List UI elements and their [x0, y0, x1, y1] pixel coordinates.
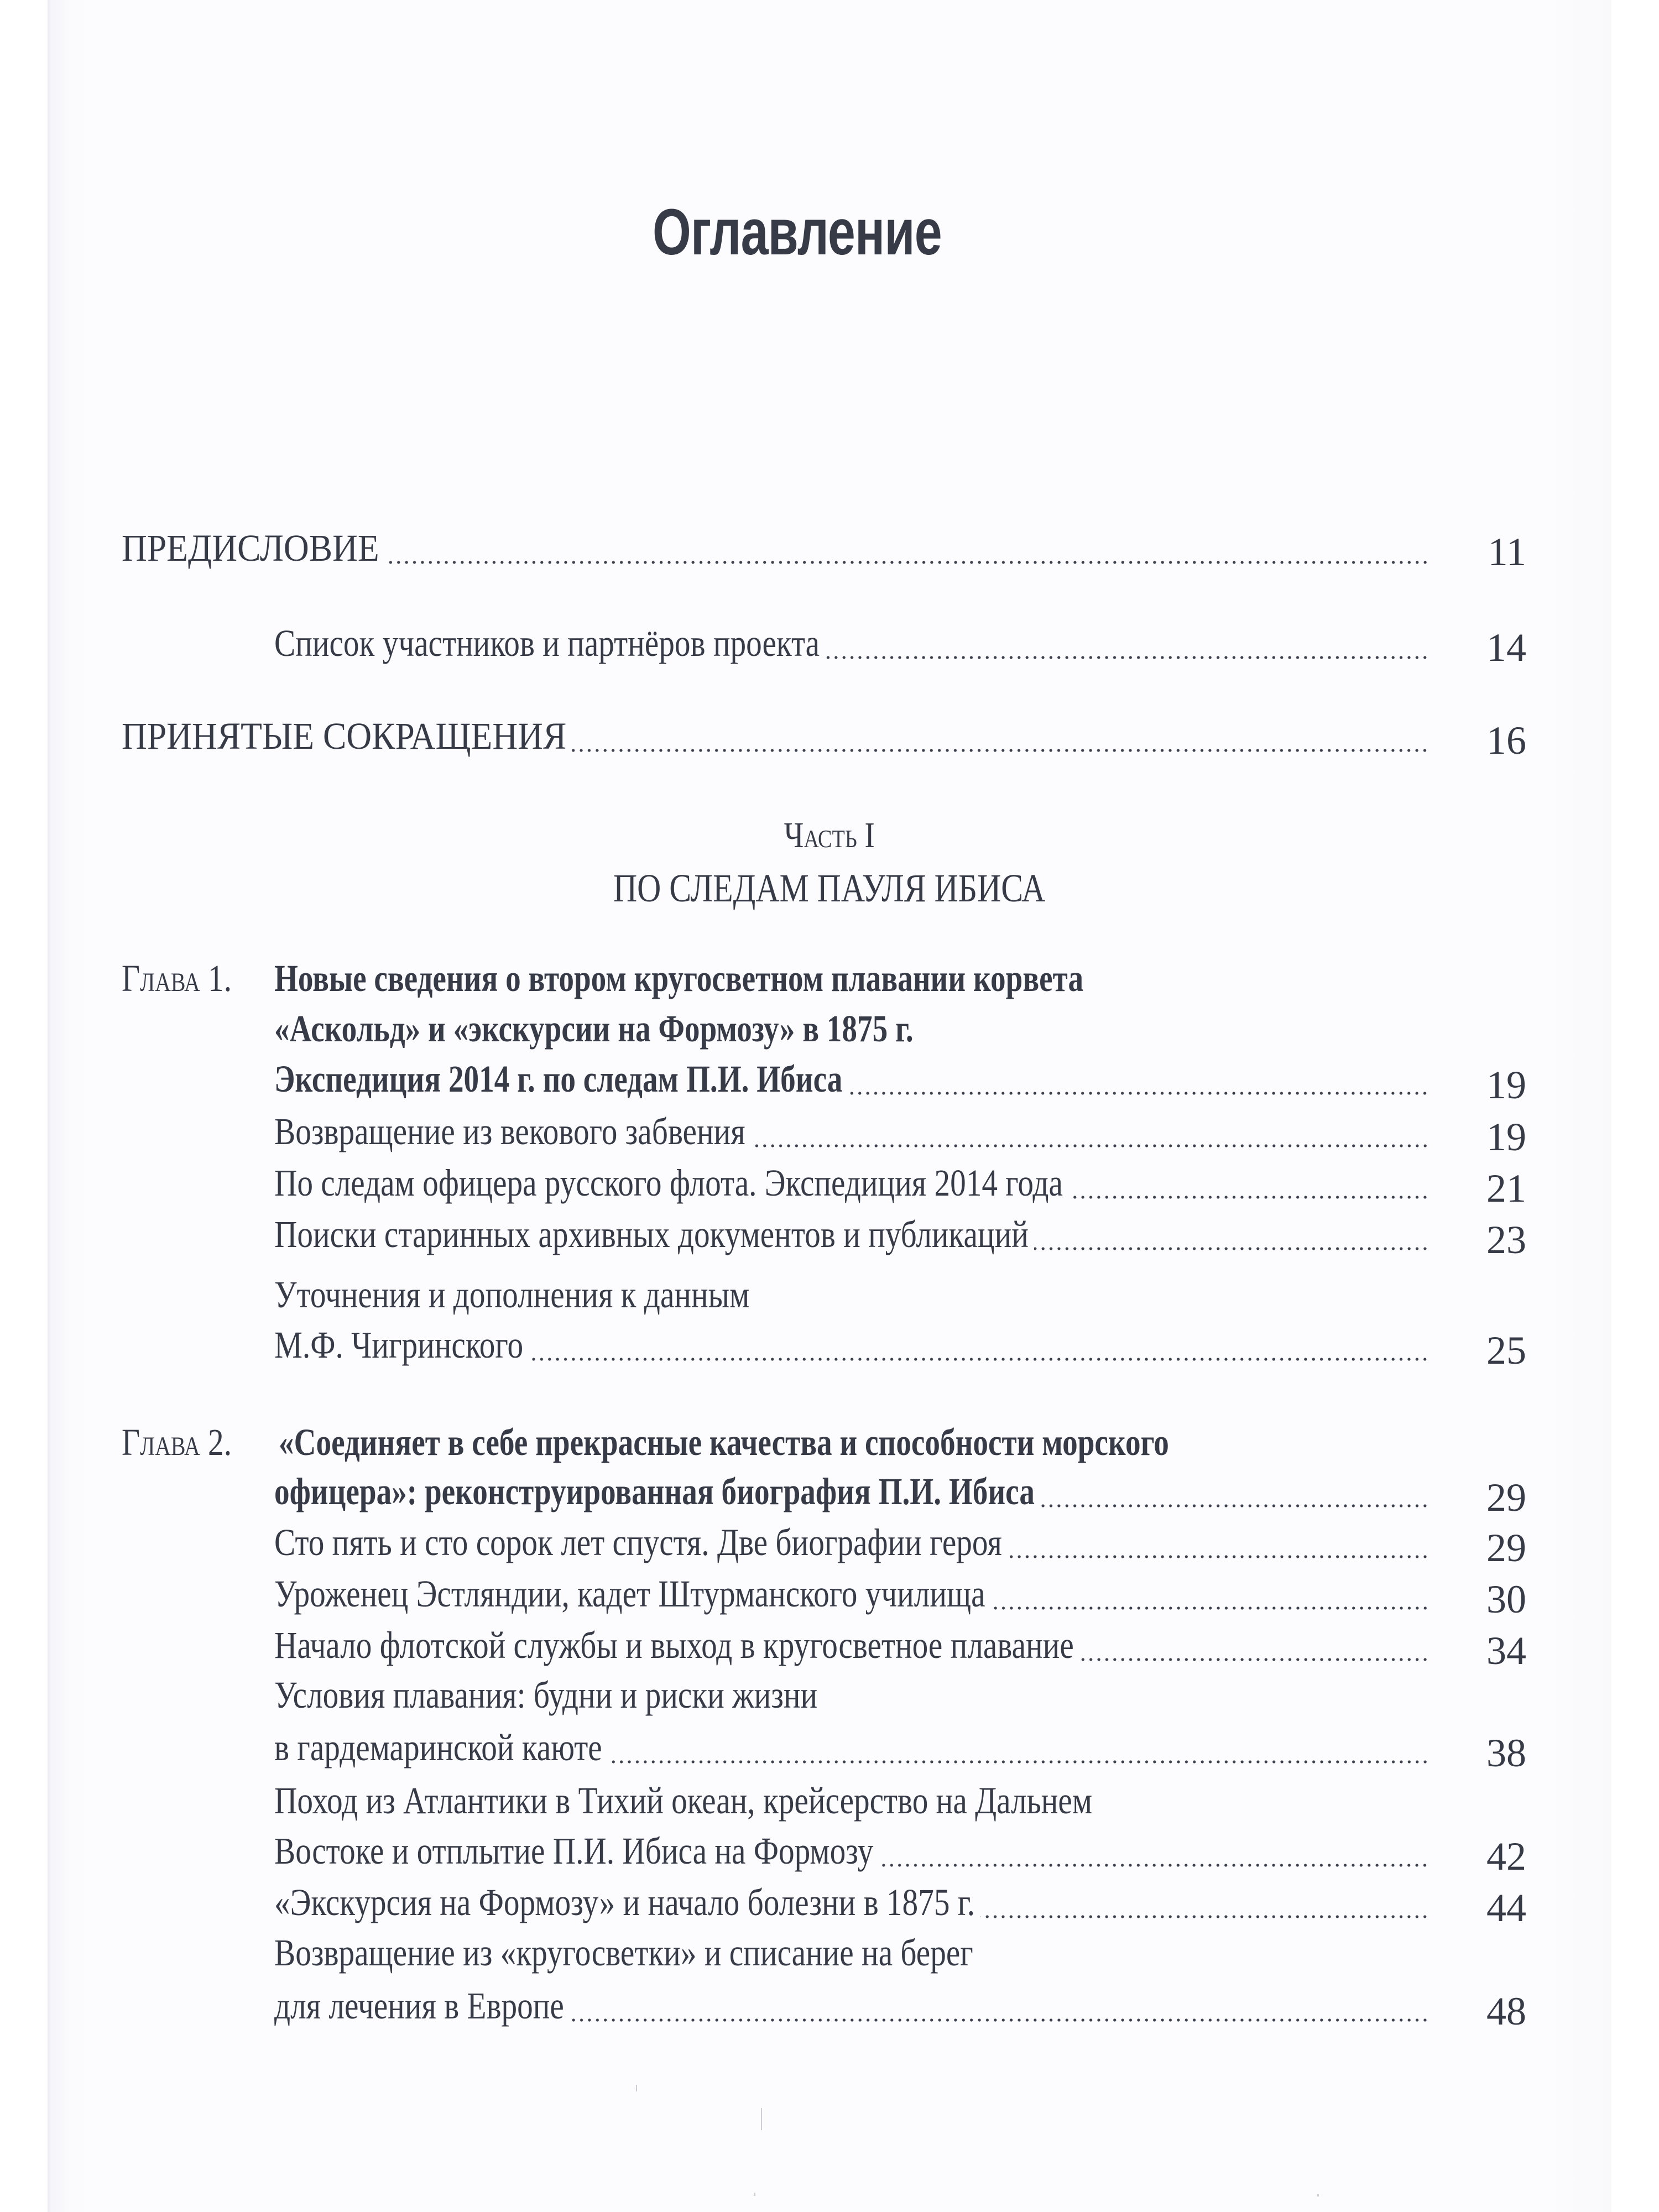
toc-entry-chapter-2[interactable]: [274, 1467, 1611, 1511]
scan-speck: [636, 2085, 637, 2091]
toc-page-number: 44: [1486, 1886, 1526, 1930]
toc-entry-preface[interactable]: [122, 523, 1611, 567]
toc-entry-abbreviations[interactable]: [122, 711, 1611, 755]
toc-entry-chapter-1[interactable]: [274, 1054, 1611, 1098]
page-title: Оглавление: [653, 196, 942, 269]
toc-section-label: для лечения в Европе: [274, 1985, 564, 2027]
toc-section[interactable]: [274, 1981, 1611, 2025]
toc-section-label: Уроженец Эстляндии, кадет Штурманского училища: [274, 1573, 985, 1615]
toc-section-label: Поиски старинных архивных документов и публикаций: [274, 1213, 1029, 1255]
leader-dots: [879, 1864, 1429, 1867]
toc-page-number: 16: [1486, 718, 1526, 763]
leader-dots: [529, 1358, 1429, 1361]
toc-section[interactable]: [274, 1107, 1611, 1151]
leader-dots: [1079, 1658, 1429, 1661]
part-label: [48, 817, 1611, 854]
toc-section[interactable]: [274, 1569, 1611, 1613]
part-title: [48, 868, 1611, 908]
chapter-2-title-line: офицера»: реконструированная биография П.И. Ибиса: [274, 1470, 1035, 1512]
leader-dots: [825, 656, 1429, 659]
toc-section-label[interactable]: Условия плавания: будни и риски жизни: [274, 1674, 818, 1716]
scan-speck: [1317, 2194, 1319, 2197]
toc-page-number: 38: [1486, 1731, 1526, 1775]
toc-page-number: 11: [1488, 530, 1526, 574]
toc-page-number: 29: [1486, 1475, 1526, 1520]
toc-page-number: 48: [1486, 1989, 1526, 2033]
chapter-2-title-line[interactable]: «Соединяет в себе прекрасные качества и способности морского: [279, 1421, 1169, 1463]
toc-entry-label: ПРИНЯТЫЕ СОКРАЩЕНИЯ: [122, 715, 567, 757]
leader-dots: [572, 749, 1429, 752]
chapter-1-title-line[interactable]: «Аскольд» и «экскурсии на Формозу» в 1875 г.: [274, 1008, 914, 1050]
scan-speck: [761, 2108, 762, 2130]
toc-section-label: Сто пять и сто сорок лет спустя. Две биографии героя: [274, 1521, 1002, 1563]
chapter-1-label: Глава 1.: [122, 957, 232, 999]
toc-page-number: 34: [1486, 1629, 1526, 1673]
toc-section-label: По следам офицера русского флота. Экспедиция 2014 года: [274, 1162, 1063, 1204]
toc-section[interactable]: [274, 1209, 1611, 1254]
toc-page-number: 19: [1486, 1063, 1526, 1107]
leader-dots: [751, 1144, 1429, 1147]
toc-section[interactable]: [274, 1158, 1611, 1202]
scan-speck: [754, 2193, 755, 2196]
leader-dots: [1040, 1504, 1429, 1507]
leader-dots: [385, 561, 1429, 564]
chapter-1-title-line[interactable]: Новые сведения о втором кругосветном плавании корвета: [274, 957, 1084, 999]
toc-section-label: «Экскурсия на Формозу» и начало болезни в 1875 г.: [274, 1881, 975, 1923]
toc-section-label: М.Ф. Чигринского: [274, 1324, 524, 1366]
toc-page-number: 14: [1486, 625, 1526, 670]
toc-section-label: в гардемаринской каюте: [274, 1726, 602, 1768]
toc-page-number: 30: [1486, 1577, 1526, 1621]
toc-section-label: Возвращение из векового забвения: [274, 1110, 745, 1152]
book-page: [48, 0, 1611, 2212]
toc-entry-label: ПРЕДИСЛОВИЕ: [122, 527, 379, 569]
toc-section[interactable]: [274, 1320, 1611, 1364]
toc-section-label[interactable]: Поход из Атлантики в Тихий океан, крейсерство на Дальнем: [274, 1780, 1093, 1822]
toc-section-label: Востоке и отплытие П.И. Ибиса на Формозу: [274, 1830, 874, 1872]
toc-page-number: 42: [1486, 1834, 1526, 1879]
chapter-2-label: Глава 2.: [122, 1421, 232, 1463]
toc-section-label[interactable]: Уточнения и дополнения к данным: [274, 1274, 750, 1316]
leader-dots: [991, 1606, 1429, 1610]
leader-dots: [1008, 1555, 1429, 1558]
toc-section[interactable]: [274, 1723, 1611, 1767]
leader-dots: [570, 2018, 1429, 2022]
toc-section[interactable]: [274, 1620, 1611, 1665]
toc-entry-participants[interactable]: [274, 618, 1611, 662]
toc-page-number: 25: [1486, 1328, 1526, 1373]
toc-section-label: Начало флотской службы и выход в кругосветное плавание: [274, 1624, 1074, 1666]
part-title-text: ПО СЛЕДАМ ПАУЛЯ ИБИСА: [613, 866, 1046, 910]
toc-page-number: 19: [1486, 1115, 1526, 1159]
toc-section[interactable]: [274, 1517, 1611, 1562]
leader-dots: [1034, 1247, 1429, 1250]
leader-dots: [980, 1915, 1429, 1918]
leader-dots: [608, 1760, 1429, 1764]
part-label-text: Часть I: [784, 815, 875, 855]
chapter-1-title-line: Экспедиция 2014 г. по следам П.И. Ибиса: [274, 1058, 843, 1100]
toc-page-number: 29: [1486, 1526, 1526, 1570]
leader-dots: [848, 1092, 1429, 1095]
toc-section[interactable]: [274, 1877, 1611, 1922]
leader-dots: [1068, 1196, 1429, 1199]
toc-page-number: 21: [1486, 1166, 1526, 1211]
toc-section-label[interactable]: Возвращение из «кругосветки» и списание на берег: [274, 1932, 973, 1974]
toc-page-number: 23: [1486, 1218, 1526, 1262]
toc-section[interactable]: [274, 1826, 1611, 1870]
toc-entry-label: Список участников и партнёров проекта: [274, 622, 820, 664]
